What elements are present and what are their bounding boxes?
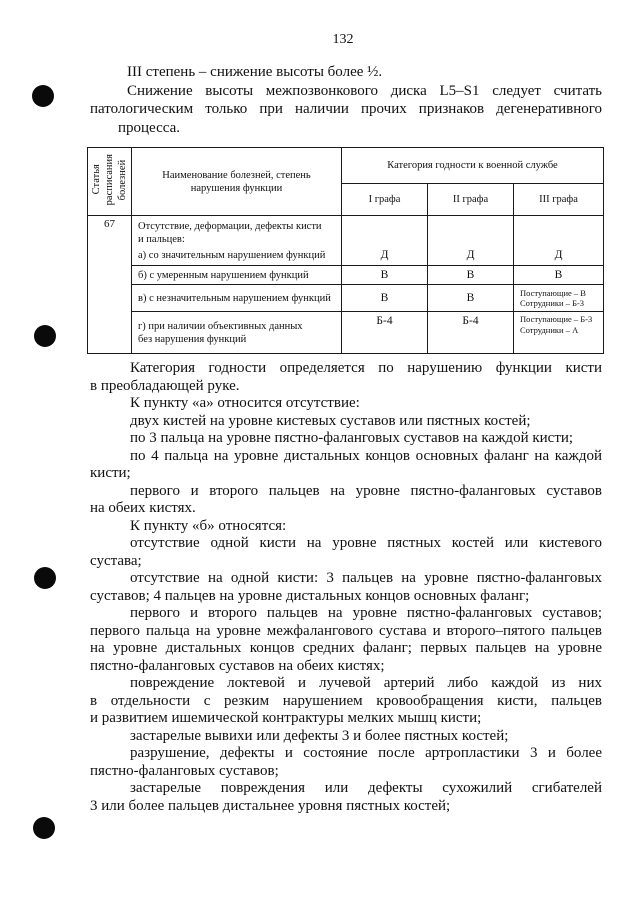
body-line: разрушение, дефекты и состояние после артропластики 3 и более: [130, 745, 602, 761]
body-line: суставов; 4 пальцев на уровне дистальных концов основных фаланг;: [90, 587, 530, 604]
row-value-col3: [514, 216, 604, 266]
body-paragraph: [90, 483, 602, 518]
header-article-line: расписания: [104, 153, 115, 206]
row-value-col1: В: [342, 266, 428, 285]
fitness-category-table: [87, 147, 604, 354]
intro-paragraph: [90, 63, 602, 82]
body-paragraph: [90, 535, 602, 570]
row-value-col3: [514, 285, 604, 312]
header-column-3: III графа: [514, 184, 604, 216]
row-value-col2: В: [428, 266, 514, 285]
body-line: отсутствие одной кисти на уровне пястных костей или кистевого: [130, 535, 602, 551]
row-value-col1: Б-4: [342, 312, 428, 354]
header-column-1: I графа: [342, 184, 428, 216]
row-name-line: в) с незначительным нарушением функций: [138, 292, 331, 304]
punch-hole: [33, 817, 55, 839]
table-row: [88, 266, 604, 285]
row-name-line: г) при наличии объективных данных: [138, 320, 303, 332]
body-line: первого и второго пальцев на уровне пястно-фаланговых суставов;: [130, 605, 602, 621]
body-line: в преобладающей руке.: [90, 377, 240, 394]
row-name-cell: [132, 285, 342, 312]
body-line: на уровне дистальных концов средних фаланг; первых пальцев на уровне: [90, 640, 602, 656]
body-paragraph: [90, 675, 602, 728]
intro-line: Снижение высоты межпозвонкового диска L5–S1 следует считать: [127, 82, 602, 99]
body-paragraph: [90, 570, 602, 605]
row-value-line: Д: [554, 249, 563, 261]
table-row: [88, 312, 604, 354]
table-row: [88, 216, 604, 266]
group-title: [138, 220, 335, 246]
header-column-2: II графа: [428, 184, 514, 216]
body-line: первого пальца на уровне межфалангового сустава и второго–пятого пальцев: [90, 622, 602, 639]
body-line: повреждение локтевой и лучевой артерий либо каждой из них: [130, 675, 602, 691]
header-category-cell: Категория годности к военной службе: [342, 148, 604, 184]
body-line: двух кистей на уровне кистевых суставов или пястных костей;: [130, 412, 531, 429]
body-line: в отдельности с резким нарушением кровообращения кисти, пальцев: [90, 692, 602, 709]
header-name-line: Наименование болезней, степень: [162, 169, 311, 181]
row-name-cell: [132, 312, 342, 354]
body-line: К пункту «а» относится отсутствие:: [130, 395, 360, 411]
body-line: Категория годности определяется по нарушению функции кисти: [130, 360, 602, 376]
body-paragraph: [90, 780, 602, 815]
body-paragraph: [90, 518, 602, 536]
body-line: кисти;: [90, 465, 131, 481]
body-line: К пункту «б» относятся:: [130, 517, 287, 534]
body-paragraph: [90, 605, 602, 675]
body-line: и развитием ишемической контрактуры мелких мышц кисти;: [90, 710, 482, 726]
header-name-line: нарушения функции: [190, 182, 283, 194]
intro-paragraph: [90, 82, 602, 138]
row-value-col2: Д: [428, 216, 514, 266]
intro-line: III степень – снижение высоты более ½.: [127, 64, 383, 80]
row-value-col2: Б-4: [428, 312, 514, 354]
row-value-col2: В: [428, 285, 514, 312]
row-value-col3: [514, 312, 604, 354]
intro-line: процесса.: [118, 119, 180, 136]
row-name-cell: [132, 216, 342, 266]
body-paragraph: [90, 745, 602, 780]
body-line: пястно-фаланговых суставов;: [90, 762, 279, 779]
body-paragraph: [90, 430, 602, 448]
row-name-line: без нарушения функций: [138, 333, 247, 345]
header-article-label: [90, 154, 129, 205]
header-article-line: болезней: [117, 159, 128, 200]
header-article-cell: [88, 148, 132, 216]
row-value-line: В: [554, 268, 563, 281]
body-line: 3 или более пальцев дистальнее уровня пястных костей;: [90, 797, 451, 814]
row-value-line: Сотрудники – А: [520, 324, 579, 335]
row-name-line: а) со значительным нарушением функций: [138, 250, 326, 261]
group-title-line: и пальцев:: [138, 234, 185, 245]
body-paragraph: [90, 728, 602, 746]
row-value-line: Сотрудники – Б-3: [520, 298, 585, 308]
body-text: [90, 360, 602, 815]
group-title-line: Отсутствие, деформации, дефекты кисти: [138, 221, 322, 232]
body-line: по 3 пальца на уровне пястно-фаланговых суставов на каждой кисти;: [130, 430, 574, 446]
article-number: 67: [88, 216, 132, 354]
body-line: пястно-фаланговых суставов на обеих кистях;: [90, 657, 385, 674]
row-value-col3: [514, 266, 604, 285]
intro-line: патологическим только при наличии прочих признаков дегенеративного: [90, 101, 602, 117]
row-value-line: Поступающие – В: [520, 287, 586, 298]
punch-hole: [32, 85, 54, 107]
body-line: по 4 пальца на уровне дистальных концов основных фаланг на каждой: [130, 447, 602, 464]
row-value-col1: В: [342, 285, 428, 312]
body-line: застарелые вывихи или дефекты 3 и более пястных костей;: [130, 727, 509, 744]
row-name-line: б) с умеренным нарушением функций: [138, 269, 309, 281]
body-line: застарелые повреждения или дефекты сухожилий сгибателей: [130, 780, 602, 796]
body-paragraph: [90, 413, 602, 431]
row-name-cell: [132, 266, 342, 285]
header-name-cell: [132, 148, 342, 216]
body-paragraph: [90, 360, 602, 395]
body-line: отсутствие на одной кисти: 3 пальцев на уровне пястно-фаланговых: [130, 570, 602, 586]
table-row: [88, 285, 604, 312]
body-paragraph: [90, 448, 602, 483]
row-value-col1: Д: [342, 216, 428, 266]
page-number: 132: [332, 32, 354, 47]
header-article-line: Статья: [91, 164, 102, 195]
body-line: первого и второго пальцев на уровне пястно-фаланговых суставов: [130, 482, 602, 499]
body-paragraph: [90, 395, 602, 413]
punch-hole: [34, 567, 56, 589]
body-line: сустава;: [90, 552, 142, 569]
intro-text: [90, 63, 602, 137]
punch-hole: [34, 325, 56, 347]
body-line: на обеих кистях.: [90, 500, 196, 516]
row-value-line: Поступающие – Б-3: [520, 314, 593, 324]
